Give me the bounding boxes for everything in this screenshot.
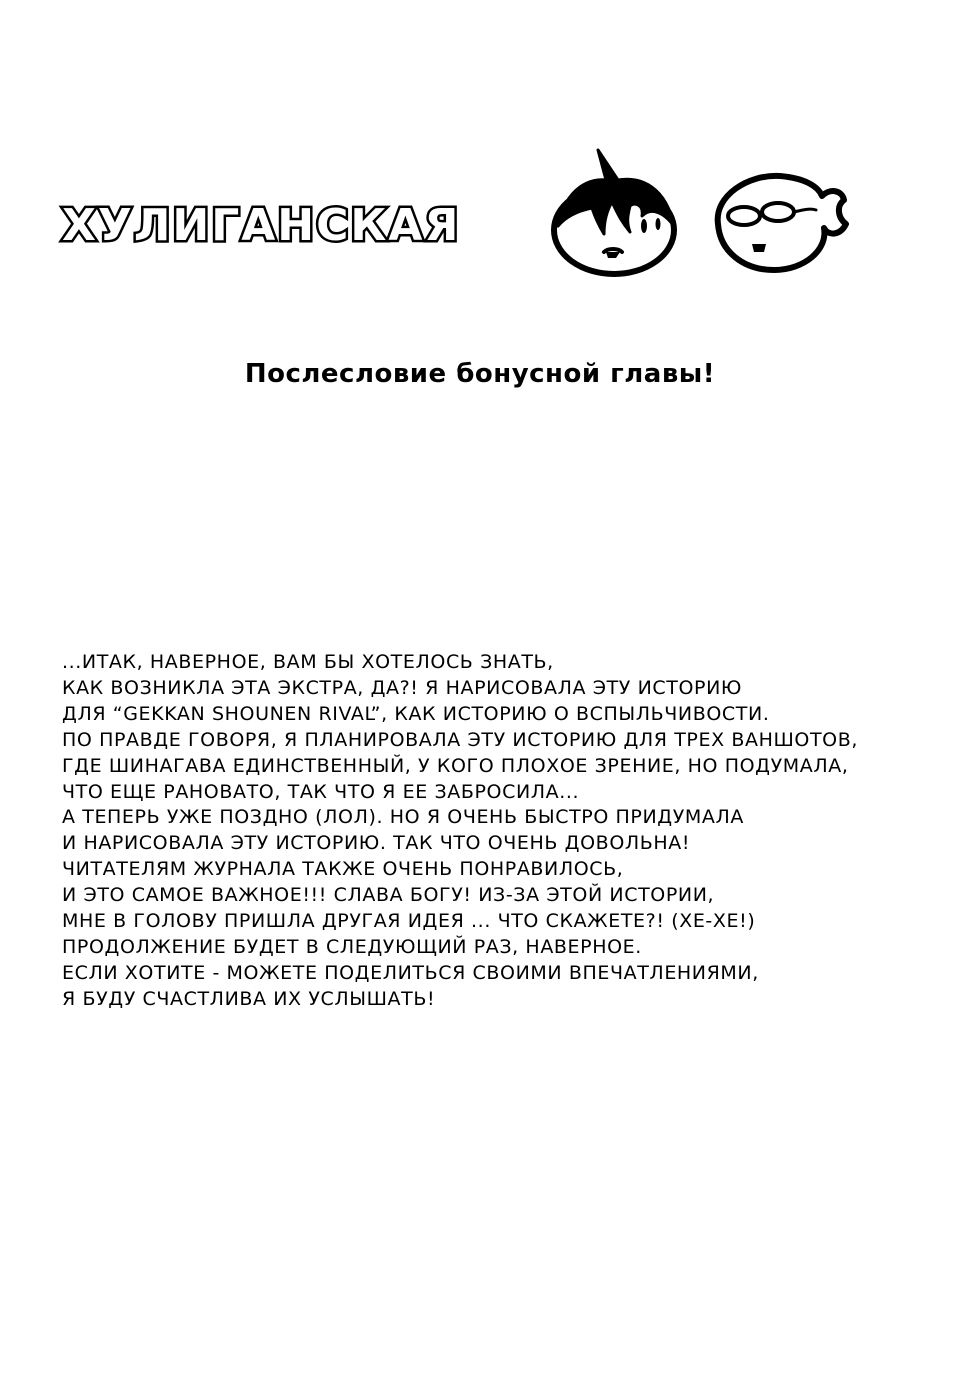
text-line: Я БУДУ СЧАСТЛИВА ИХ УСЛЫШАТЬ!: [62, 987, 436, 1010]
text-line: ЕСЛИ ХОТИТЕ - МОЖЕТЕ ПОДЕЛИТЬСЯ СВОИМИ ВПЕЧАТЛЕНИЯМИ,: [62, 961, 759, 984]
afterword-text: [62, 650, 942, 1013]
text-line: МНЕ В ГОЛОВУ ПРИШЛА ДРУГАЯ ИДЕЯ ... ЧТО СКАЖЕТЕ?! (ХЕ-ХЕ!): [62, 910, 756, 933]
text-line: ПО ПРАВДЕ ГОВОРЯ, Я ПЛАНИРОВАЛА ЭТУ ИСТОРИЮ ДЛЯ ТРЕХ ВАНШОТОВ,: [62, 728, 858, 751]
text-line: ЧИТАТЕЛЯМ ЖУРНАЛА ТАКЖЕ ОЧЕНЬ ПОНРАВИЛОСЬ,: [62, 858, 624, 881]
spiky-hair-face-icon: [546, 144, 688, 278]
text-line: И ЭТО САМОЕ ВАЖНОЕ!!! СЛАВА БОГУ! ИЗ-ЗА ЭТОЙ ИСТОРИИ,: [62, 884, 715, 907]
text-line: И НАРИСОВАЛА ЭТУ ИСТОРИЮ. ТАК ЧТО ОЧЕНЬ ДОВОЛЬНА!: [62, 832, 691, 855]
page-subtitle: Послесловие бонусной главы!: [244, 359, 716, 389]
text-line: А ТЕПЕРЬ УЖЕ ПОЗДНО (ЛОЛ). НО Я ОЧЕНЬ БЫСТРО ПРИДУМАЛА: [62, 806, 744, 829]
text-line: ЧТО ЕЩЕ РАНОВАТО, ТАК ЧТО Я ЕЕ ЗАБРОСИЛА...: [62, 780, 580, 803]
glasses-face-icon: [708, 166, 854, 278]
text-line: КАК ВОЗНИКЛА ЭТА ЭКСТРА, ДА?! Я НАРИСОВАЛА ЭТУ ИСТОРИЮ: [62, 676, 743, 699]
text-line: ...ИТАК, НАВЕРНОЕ, ВАМ БЫ ХОТЕЛОСЬ ЗНАТЬ,: [62, 651, 554, 673]
text-line: ГДЕ ШИНАГАВА ЕДИНСТВЕННЫЙ, У КОГО ПЛОХОЕ ЗРЕНИЕ, НО ПОДУМАЛА,: [62, 754, 849, 777]
text-line: ПРОДОЛЖЕНИЕ БУДЕТ В СЛЕДУЮЩИЙ РАЗ, НАВЕРНОЕ.: [62, 935, 642, 958]
text-line: ДЛЯ “GEKKAN SHOUNEN RIVAL”, КАК ИСТОРИЮ О ВСПЫЛЬЧИВОСТИ.: [62, 702, 770, 725]
logo-title: ХУЛИГАНСКАЯ: [62, 200, 461, 251]
